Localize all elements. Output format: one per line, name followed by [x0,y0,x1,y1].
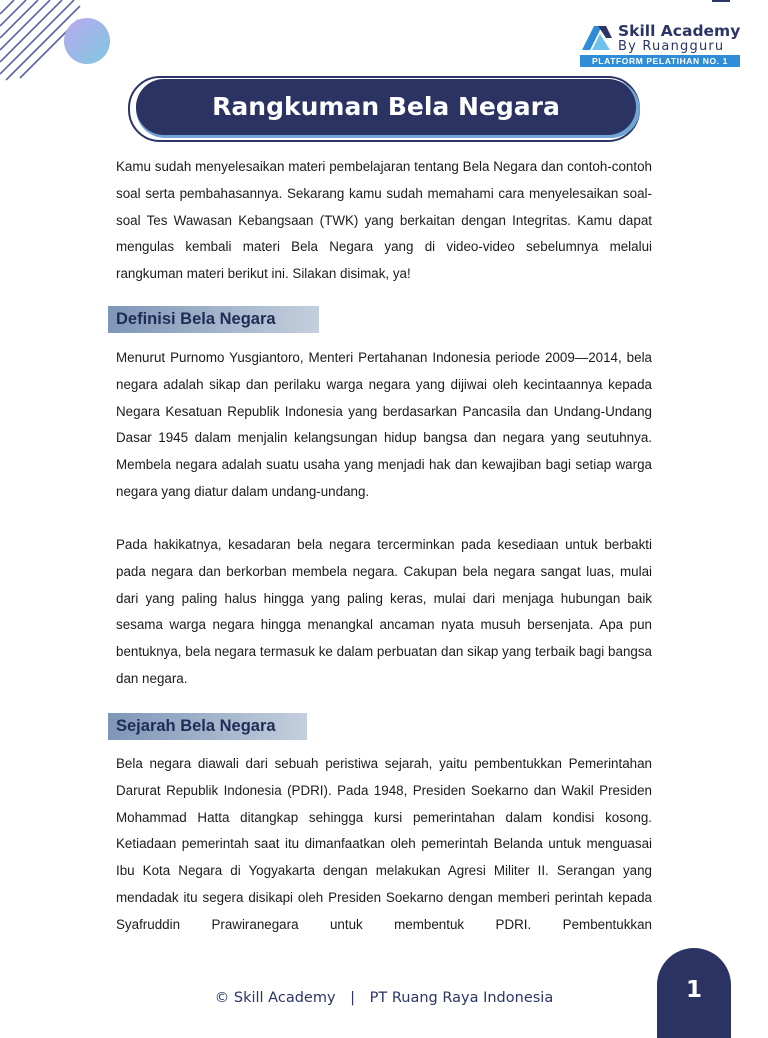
title-banner [128,76,642,142]
section-heading-definisi: Definisi Bela Negara [108,306,319,333]
top-edge-line [712,0,730,2]
page-number-tab [657,948,731,1038]
definisi-paragraph-2: Pada hakikatnya, kesadaran bela negara tercerminkan pada kesediaan untuk berbakti pada negara dan berkorban membela negara. Cakupan bela negara sangat luas, mulai dari yang paling halus hingga yang paling keras, mulai dari menjaga hubungan baik sesama warga negara hingga menangkal ancaman nyata musuh bersenjata. Apa pun bentuknya, bela negara termasuk ke dalam perbuatan dan sikap yang terbaik bagi bangsa dan negara. [116,537,652,686]
footer-separator: | [350,990,356,1006]
gradient-circle-decoration [64,18,110,64]
definisi-paragraph-1: Menurut Purnomo Yusgiantoro, Menteri Pertahanan Indonesia periode 2009—2014, bela negara adalah sikap dan perilaku warga negara yang dijiwai oleh kecintaannya kepada Negara Kesatuan Republik Indonesia yang berdasarkan Pancasila dan Undang-Undang Dasar 1945 dalam menjalin kelangsungan hidup bangsa dan negara yang seutuhnya. Membela negara adalah suatu usaha yang menjadi hak dan kewajiban bagi setiap warga negara yang diatur dalam undang-undang. [116,350,652,499]
skill-academy-logo-icon [580,24,614,52]
brand-tagline: PLATFORM PELATIHAN NO. 1 [580,55,740,67]
section-heading-sejarah: Sejarah Bela Negara [108,713,307,740]
intro-paragraph: Kamu sudah menyelesaikan materi pembelajaran tentang Bela Negara dan contoh-contoh soal serta pembahasannya. Sekarang kamu sudah memahami cara menyelesaikan soal-soal Tes Wawasan Kebangsaan (TWK) yang berkaitan dengan Integritas. Kamu dapat mengulas kembali materi Bela Negara yang di video-video sebelumnya melalui rangkuman materi berikut ini. Silakan disimak, ya! [116,159,652,282]
brand-name: Skill Academy [618,22,741,40]
skill-academy-logo [580,22,742,68]
footer [0,990,768,1006]
sejarah-paragraph-1: Bela negara diawali dari sebuah peristiwa sejarah, yaitu pembentukkan Pemerintahan Darurat Republik Indonesia (PDRI). Pada 1948, Presiden Soekarno dan Wakil Presiden Mohammad Hatta ditangkap sehingga kursi pemerintahan dalam kondisi kosong. Ketiadaan pemerintah saat itu dimanfaatkan oleh pemerintah Belanda untuk menguasai Ibu Kota Negara di Yogyakarta dengan melakukan Agresi Militer II. Serangan yang mendadak itu segera disikapi oleh Presiden Soekarno dengan memberi perintah kepada Syafruddin Prawiranegara untuk membentuk PDRI. Pembentukkan [116,756,652,932]
page-number: 1 [685,977,702,1003]
footer-copyright: © Skill Academy [214,990,336,1006]
footer-company: PT Ruang Raya Indonesia [369,990,554,1006]
page-title: Rangkuman Bela Negara [136,79,636,135]
brand-byline: By Ruangguru [618,39,725,54]
